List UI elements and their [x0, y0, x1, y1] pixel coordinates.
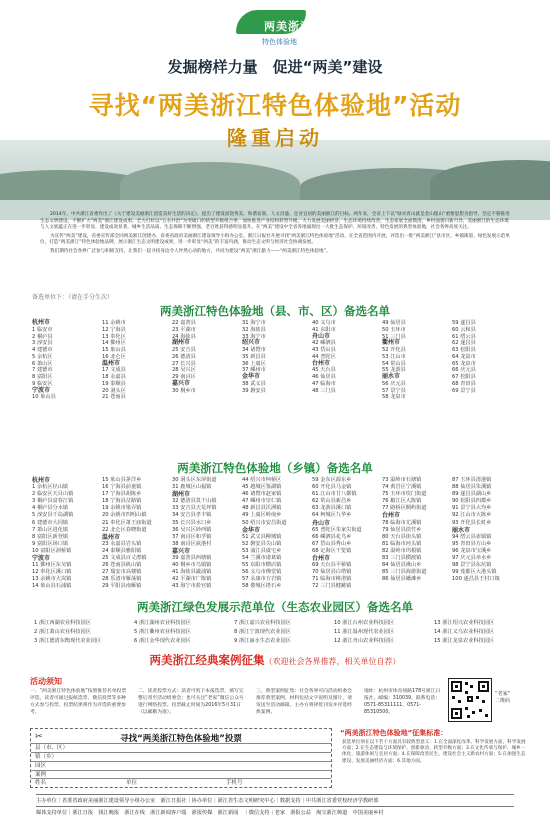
logo-sub: 特色体验地	[262, 38, 297, 46]
list-item: 17 文成县	[102, 367, 126, 374]
list-item: 71 临海市桃渚镇	[312, 576, 352, 583]
list-column	[32, 477, 73, 591]
list-item: 25 安吉县	[172, 347, 196, 353]
section-town-title: 两美浙江特色体验地（乡镇）备选名单	[177, 461, 373, 475]
notice-title: 活动须知	[30, 677, 62, 686]
list-item: 66 庆元县	[452, 367, 476, 374]
list-item: 68 青田县	[452, 380, 476, 387]
list-item: 10 象山县	[32, 394, 56, 401]
city-heading: 宁波市	[32, 555, 51, 563]
list-item: 1 浙江西湖农业科技园区	[34, 620, 91, 626]
list-column	[382, 477, 427, 583]
footer-organizers: 主办单位｜省委省政府美丽浙江建设领导小组办公室 浙江日报社｜协办单位｜浙江省生态文明研究中心｜数据支持｜中共浙江省委党校经济学教研部	[36, 798, 379, 804]
list-item: 57 永康市方岩镇	[242, 576, 282, 583]
notice-col-2: 二、读者投票方式：读者可剪下本报选票，填写完整后寄至活动组委会；也可关注“老家”微信公众号进行网络投票。投票截止时间为2016年5月31日（以邮戳为准）。	[138, 689, 244, 715]
list-item: 16 北仑区	[102, 353, 126, 360]
list-item: 63 松阳县	[452, 347, 476, 353]
list-item: 62 遂昌县	[452, 340, 476, 347]
list-item: 73 温岭市石塘镇	[382, 477, 422, 483]
list-item: 12 浙江舟山农业科技园区	[334, 638, 395, 644]
list-item: 20 洞头区	[102, 387, 126, 394]
list-item: 49 上虞区岭南乡	[242, 512, 282, 519]
notice-col-3: 三、典型案例征集：社会各界可向活动组委会推荐典型案例，材料包括文字说明及图片，请发送至活动邮箱。主办方将择优刊发并评选经典案例。	[256, 689, 352, 715]
page-title: 寻找“两美浙江特色体验地”活动	[88, 91, 462, 120]
list-item: 47 临海市	[312, 380, 336, 387]
list-item: 4 桐庐县分水镇	[32, 505, 69, 512]
list-item: 6 建德市大同镇	[32, 519, 69, 526]
city-heading: 温州市	[102, 533, 121, 541]
list-item: 10 浙江台州农业科技园区	[334, 620, 395, 626]
list-item: 8 富阳区新登镇	[32, 533, 69, 540]
list-item: 10 富阳区洞桥镇	[32, 547, 72, 554]
list-item: 46 仙居县	[312, 374, 336, 380]
list-item: 8 富阳区	[32, 374, 53, 380]
list-column	[242, 320, 266, 394]
list-item: 94 缙云县壶镇镇	[452, 533, 492, 540]
list-item: 11 浙江温州现代农业园区	[334, 629, 395, 635]
list-item: 74 黄岩区宁溪镇	[382, 484, 422, 491]
list-item: 15 象山县茅洋乡	[102, 477, 142, 483]
list-item: 51 三门县	[382, 333, 406, 340]
list-item: 96 龙泉市宝溪乡	[452, 547, 492, 554]
list-item: 2 浙江萧山农业科技园区	[34, 629, 91, 635]
list-item: 44 普陀区	[312, 353, 336, 360]
list-item: 42 平湖市广陈镇	[172, 576, 212, 583]
list-item: 45 天台县	[312, 367, 336, 374]
list-item: 5 余杭区	[32, 353, 53, 360]
list-item: 27 瑞安市高楼镇	[102, 569, 142, 576]
case-title-note: （欢迎社会各界推荐，相关单位自荐）	[264, 657, 401, 666]
list-item: 31 鹿城区山福镇	[172, 484, 212, 491]
city-heading: 衢州市	[382, 339, 401, 347]
list-column	[102, 320, 126, 401]
list-item: 62 常山县新昌乡	[312, 498, 352, 505]
list-item: 72 三门县健跳镇	[312, 583, 352, 590]
list-column	[452, 477, 500, 583]
list-item: 67 松阳县	[452, 374, 476, 380]
list-item: 13 余姚市大岚镇	[32, 576, 72, 583]
park-list	[34, 619, 524, 649]
list-item: 63 龙游县溪口镇	[312, 505, 352, 512]
list-item: 83 三门县横渡镇	[382, 555, 422, 562]
list-column	[242, 477, 287, 591]
list-item: 32 海盐县	[242, 326, 266, 333]
list-item: 56 庆元县	[382, 380, 406, 387]
list-item: 12 宁海县	[102, 326, 126, 333]
list-item: 54 兰溪市诸葛镇	[242, 555, 282, 562]
list-item: 80 天台县街头镇	[382, 533, 422, 540]
ballot-name-label: 姓名	[35, 780, 47, 786]
case-title-main: 两美浙江经典案例征集	[149, 653, 265, 667]
list-item: 51 武义县柳城镇	[242, 533, 282, 540]
ballot-title: 寻找“两美浙江特色体验地”投票	[120, 734, 242, 744]
city-heading: 嘉兴市	[172, 379, 191, 387]
list-item: 33 海宁市	[242, 333, 266, 340]
list-item: 15 象山县	[102, 347, 126, 353]
list-item: 88 仙居县朱溪镇	[452, 484, 492, 491]
list-item: 29 南浔区	[172, 374, 196, 380]
list-item: 66 嵊泗县花鸟乡	[312, 533, 352, 540]
list-item: 53 浦江县虞宅乡	[242, 547, 282, 554]
list-item: 3 浙江德清东衡现代农业园区	[34, 638, 102, 644]
city-heading: 杭州市	[32, 477, 51, 484]
list-column	[434, 619, 546, 646]
list-item: 36 上虞区	[242, 360, 266, 367]
section-county-title: 两美浙江特色体验地（县、市、区）备选名单	[160, 304, 390, 318]
list-column	[34, 619, 146, 646]
list-item: 69 景宁县	[452, 387, 476, 394]
list-item: 7 浙江嘉兴农业科技园区	[234, 620, 291, 626]
list-item: 27 长兴县	[172, 360, 196, 367]
list-item: 77 路桥区桐屿街道	[382, 505, 427, 512]
list-item: 60 开化县马金镇	[312, 484, 352, 491]
list-item: 1 余杭区径山镇	[32, 484, 69, 491]
footer-divider	[36, 794, 514, 795]
city-heading: 温州市	[102, 359, 121, 367]
list-item: 70 仙居县白塔镇	[312, 569, 352, 576]
city-heading: 丽水市	[452, 526, 471, 534]
list-item: 46 诸暨市赵家镇	[242, 491, 282, 498]
list-item: 18 永嘉县	[102, 374, 126, 380]
list-item: 8 浙江宁波现代农业园区	[234, 629, 291, 635]
list-item: 5 淳安县千岛湖镇	[32, 512, 74, 519]
list-item: 48 三门县	[312, 387, 336, 394]
list-item: 67 岱山县秀山乡	[312, 540, 352, 547]
city-heading: 嘉兴市	[172, 547, 191, 555]
list-item: 65 普陀区朱家尖街道	[312, 526, 362, 533]
list-item: 59 遂昌县	[452, 320, 476, 326]
list-item: 81 临海市河头镇	[382, 540, 422, 547]
section-park-title: 两美浙江绿色发展示范单位（生态农业园区）备选名单	[137, 600, 413, 614]
list-item: 43 岱山县	[312, 347, 336, 353]
list-item: 28 吴兴区	[172, 367, 196, 374]
list-item: 22 北仑区春晓街道	[102, 526, 147, 533]
notice-col-1: 一、“两美浙江特色体验地”按照推荐名单投票评选，读者可通过报纸选票、微信投票等多种方式参与投票，投票结果将作为评选的重要参考。	[30, 689, 127, 715]
city-heading: 杭州市	[32, 319, 51, 326]
list-item: 50 玉环市	[382, 326, 406, 333]
list-item: 14 鄞州区	[102, 340, 126, 347]
list-item: 4 浙江湖州农业科技园区	[134, 620, 191, 626]
list-item: 43 海宁市盐官镇	[172, 583, 212, 590]
list-item: 41 东阳市	[312, 326, 336, 333]
list-item: 55 东阳市横店镇	[242, 562, 282, 569]
intro-paragraph-2: 为宣传“两美”建设，省委宣传部会同两美浙江创建办、省委省政府美丽浙江建设领导小组办公室、浙江日报社开展寻找“两美浙江特色体验地”活动，在全省范围内开展，评选出一批“两美浙江”县市区、乡镇街道、绿色发展示范单位，打造“两美浙江”特色体验地品牌，展示浙江生态文明建设成果，进一步彰显“两美”的丰富内涵，推动生态文明与经济社会协调发展。	[40, 233, 510, 245]
list-item: 65 龙泉市	[452, 360, 476, 367]
list-item: 98 景宁县东坑镇	[452, 562, 492, 569]
list-item: 84 仙居县湫山乡	[382, 562, 422, 569]
list-item: 37 南浔区和孚镇	[172, 533, 212, 540]
list-item: 100 遂昌县王村口镇	[452, 576, 500, 583]
list-item: 14 浙江义乌农业科技园区	[434, 629, 495, 635]
list-item: 59 金东区源东乡	[312, 477, 352, 483]
list-item: 20 余姚市四明山镇	[102, 512, 147, 519]
list-item: 44 绍兴市柯桥区	[242, 477, 282, 483]
list-item: 31 海宁市	[242, 320, 266, 326]
ballot-row-town[interactable]: 镇（乡）	[31, 752, 331, 762]
list-column	[334, 619, 446, 646]
list-item: 30 桐乡市	[172, 387, 196, 394]
list-item: 13 奉化区	[102, 333, 126, 340]
list-column	[234, 619, 346, 646]
list-item: 30 洞头区东屏街道	[172, 477, 217, 483]
list-item: 42 嵊泗县	[312, 340, 336, 347]
section-case-title	[0, 652, 550, 668]
list-item: 2 桐庐县	[32, 333, 53, 340]
list-item: 75 玉环市坎门街道	[382, 491, 427, 498]
list-item: 25 文成县百丈漈镇	[102, 555, 147, 562]
notice-body	[30, 688, 470, 730]
list-item: 55 龙游县	[382, 367, 406, 374]
qr-code-icon	[448, 678, 492, 722]
list-item: 32 德清县莫干山镇	[172, 498, 217, 505]
list-item: 89 遂昌县湖山乡	[452, 491, 492, 498]
ballot-phone-label: 手机号	[226, 780, 243, 786]
list-item: 93 开化县长虹乡	[452, 519, 492, 526]
list-item: 13 浙江绍兴农业科技园区	[434, 620, 495, 626]
logo-brand: 两美浙江	[264, 20, 312, 33]
list-item: 95 青田县方山乡	[452, 540, 492, 547]
list-column	[452, 320, 476, 394]
slogan: 发掘榜样力量 促进“两美”建设	[167, 58, 383, 76]
list-item: 64 柯城区九华乡	[312, 512, 352, 519]
list-item: 35 长兴县水口乡	[172, 519, 212, 526]
list-item: 18 宁海县岔路镇	[102, 498, 142, 505]
list-item: 76 椒江区大陈镇	[382, 498, 422, 505]
list-item: 9 临安区	[32, 380, 53, 387]
list-item: 61 江山市廿八都镇	[312, 491, 357, 498]
notice-col-4: 地址：杭州市体育场路178号浙江日报社。邮编：310039。联系电话：0571-85311111，0571-85310500。	[364, 689, 441, 715]
intro-paragraph-3: 我们期待社会各界广泛参与积极支持，让我们一起寻找身边令人怦然心动的地方，共同为建设“两美”浙江献力——“两美浙江特色体验地”。	[50, 248, 331, 254]
list-item: 58 婺城区塔石乡	[242, 583, 282, 590]
list-item: 35 新昌县	[242, 353, 266, 360]
qr-caption: “老家” 二维码	[495, 691, 511, 704]
list-item: 40 桐乡市乌镇镇	[172, 562, 212, 569]
list-item: 34 安吉县孝丰镇	[172, 512, 212, 519]
list-item: 40 义乌市	[312, 320, 336, 326]
list-item: 48 新昌县沃洲镇	[242, 505, 282, 512]
list-item: 34 诸暨市	[242, 347, 266, 353]
list-item: 78 临海市尤溪镇	[382, 519, 422, 526]
list-item: 6 浙江金华现代农业园区	[134, 638, 191, 644]
intro-paragraph-1: 2014年，中共浙江省委作出了《关于建设美丽浙江创造美好生活的决定》，提出了建设富饶秀美、和谐安康、人文昌盛、宜业宜居的美丽浙江的目标。两年来，全省上下以“绿水青山就是金山银山”重要思想为指导，坚定不移推进生态文明建设，不断扩大“两美”浙江建设成果。全力打好以“五水共治”为突破口的转型升级组合拳，加快推进产业结构转型升级，大力发展美丽经济，生态环境持续改善，生态家底全面摸清，乡村面貌日新月异，美丽浙江的生态环境与人文底蕴正在进一步彰显，建设成效显著，城乡生活品质、生态保障不断增强，老百姓获得感明显提升。在“两美”建设中全省各地涌现出一大批生态保护、环境改善、特色发展的典型体验地，社会各界高度关注。	[40, 212, 510, 230]
list-item: 24 海盐县	[172, 333, 196, 340]
list-item: 54 常山县	[382, 360, 406, 367]
list-item: 39 磐安县	[242, 387, 266, 394]
ballot-row-contact[interactable]	[31, 778, 331, 788]
list-item: 36 吴兴区妙西镇	[172, 526, 212, 533]
list-column	[102, 477, 152, 591]
list-item: 39 嘉善县西塘镇	[172, 555, 212, 562]
list-item: 52 开化县	[382, 347, 406, 353]
city-heading: 舟山市	[312, 332, 331, 340]
list-item: 26 苍南县矾山镇	[102, 562, 142, 569]
list-item: 3 淳安县	[32, 340, 53, 347]
scissors-icon: ✂	[35, 732, 43, 742]
list-column	[172, 320, 196, 394]
list-item: 23 永嘉县岩头镇	[102, 540, 142, 547]
list-item: 68 定海区干览镇	[312, 547, 352, 554]
list-item: 91 景宁县大均乡	[452, 505, 492, 512]
list-item: 19 泰顺县	[102, 380, 126, 387]
list-column	[32, 320, 56, 401]
list-item: 85 三门县海游街道	[382, 569, 427, 576]
list-item: 64 龙泉市	[452, 353, 476, 360]
list-column	[312, 477, 362, 591]
ballot-unit-label: 单位	[126, 780, 138, 786]
list-item: 19 余姚市梁弄镇	[102, 505, 142, 512]
list-item: 58 龙泉市	[382, 394, 406, 401]
list-item: 11 余姚市	[102, 320, 126, 326]
list-item: 14 象山县石浦镇	[32, 583, 72, 590]
list-column	[134, 619, 246, 646]
city-heading: 台州市	[312, 555, 331, 563]
list-item: 24 泰顺县雅阳镇	[102, 547, 142, 554]
list-item: 28 乐清市雁荡镇	[102, 576, 142, 583]
list-item: 87 玉环县清港镇	[452, 477, 492, 483]
list-column	[172, 477, 217, 591]
list-item: 56 义乌市佛堂镇	[242, 569, 282, 576]
list-item: 22 嘉善县	[172, 320, 196, 326]
list-item: 38 南浔区荻港村	[172, 540, 212, 547]
city-heading: 绍兴市	[242, 339, 261, 347]
list-item: 4 建德市	[32, 347, 53, 353]
city-heading: 丽水市	[382, 373, 401, 380]
city-heading: 湖州市	[172, 339, 191, 347]
list-item: 17 宁海县胡陈乡	[102, 491, 142, 498]
list-item: 52 磐安县尖山镇	[242, 540, 282, 547]
ballot-row-case[interactable]: 案例	[31, 770, 331, 780]
list-item: 97 庆元县举水乡	[452, 555, 492, 562]
list-item: 99 莲都区大港头镇	[452, 569, 497, 576]
city-heading: 舟山市	[312, 519, 331, 527]
list-item: 9 浙江丽水生态农业园区	[234, 638, 291, 644]
list-item: 79 仙居县淡竹乡	[382, 526, 422, 533]
list-item: 53 江山市	[382, 353, 406, 360]
ballot-form	[30, 728, 332, 788]
list-item: 57 景宁县	[382, 387, 406, 394]
list-item: 90 松阳县四都乡	[452, 498, 492, 505]
city-heading: 金华市	[242, 526, 261, 534]
list-item: 82 温岭市坞根镇	[382, 547, 422, 554]
list-item: 6 萧山区	[32, 360, 53, 367]
unit-label: 备选单位下：（请在手分生次）	[32, 294, 114, 301]
standards-body: 获选单位须在以下若干方面具有较典型意义：1.在全面深化改革、科学发展方面，科学发展方面；2.在生态建设与环境保护、创新驱动、转型升级方面；3.在文化传承与保护、城乡一体化、旅游休闲与宜居方面；4.在保障改善民生、建设社会主义新农村方面；5.在加强生态建设、发展美丽经济方面；6.其他方面。	[342, 740, 526, 764]
city-heading: 台州市	[382, 512, 401, 520]
list-item: 41 海盐县澉浦镇	[172, 569, 212, 576]
lake-scenery-image	[0, 140, 550, 220]
list-item: 5 浙江衢州农业科技园区	[134, 629, 191, 635]
ballot-row-county[interactable]: 县（市、区）	[31, 743, 331, 753]
list-item: 1 临安市	[32, 326, 53, 333]
list-item: 26 德清县	[172, 353, 196, 360]
city-heading: 台州市	[312, 359, 331, 367]
list-item: 33 安吉县天荒坪镇	[172, 505, 217, 512]
list-item: 45 越城区鉴湖镇	[242, 484, 282, 491]
list-item: 7 萧山区进化镇	[32, 526, 69, 533]
intro-text	[40, 212, 510, 257]
town-list	[32, 477, 522, 595]
city-heading: 金华市	[242, 373, 261, 380]
list-item: 2 临安区天目山镇	[32, 491, 74, 498]
list-item: 3 桐庐县富春江镇	[32, 498, 74, 505]
footer-media: 媒体支持单位｜浙江日报 钱江晚报 浙江在线 浙江新闻客户端 浙报传媒 浙江新闻 ｜微信支持｜老家 浙报公益 淘宝浙江频道 中国美丽乡村	[36, 810, 384, 816]
list-item: 15 浙江龙泉农业科技园区	[434, 638, 495, 644]
list-item: 38 武义县	[242, 380, 266, 387]
standards-title: “两美浙江特色体验地”征集标准：	[340, 729, 448, 737]
list-item: 11 鄞州区东吴镇	[32, 562, 72, 569]
list-item: 69 天台县平桥镇	[312, 562, 352, 569]
list-item: 47 嵊州市崇仁镇	[242, 498, 282, 505]
list-item: 12 奉化区溪口镇	[32, 569, 72, 576]
list-item: 92 江山市大陈乡	[452, 512, 492, 519]
logo	[228, 10, 322, 56]
list-item: 60 云和县	[452, 326, 476, 333]
footer-divider-2	[36, 806, 514, 807]
list-item: 61 缙云县	[452, 333, 476, 340]
list-item: 49 仙居县	[382, 320, 406, 326]
list-item: 9 富阳区场口镇	[32, 540, 69, 547]
list-item: 86 仙居县皤滩乡	[382, 576, 422, 583]
ballot-row-park[interactable]: 园区	[31, 761, 331, 771]
county-list	[32, 320, 522, 448]
list-item: 7 建德市	[32, 367, 53, 374]
list-item: 37 嵊州市	[242, 367, 266, 374]
list-item: 21 奉化区萧王庙街道	[102, 519, 152, 526]
city-heading: 宁波市	[32, 386, 51, 394]
list-item: 23 平湖市	[172, 326, 196, 333]
city-heading: 湖州市	[172, 491, 191, 499]
list-column	[312, 320, 336, 394]
list-column	[382, 320, 406, 401]
list-item: 16 宁海县前童镇	[102, 484, 142, 491]
list-item: 21 苍南县	[102, 394, 126, 401]
page-subtitle: 隆重启动	[227, 126, 323, 150]
list-item: 29 平阳县南雁镇	[102, 583, 142, 590]
list-item: 50 绍兴市安昌街道	[242, 519, 287, 526]
